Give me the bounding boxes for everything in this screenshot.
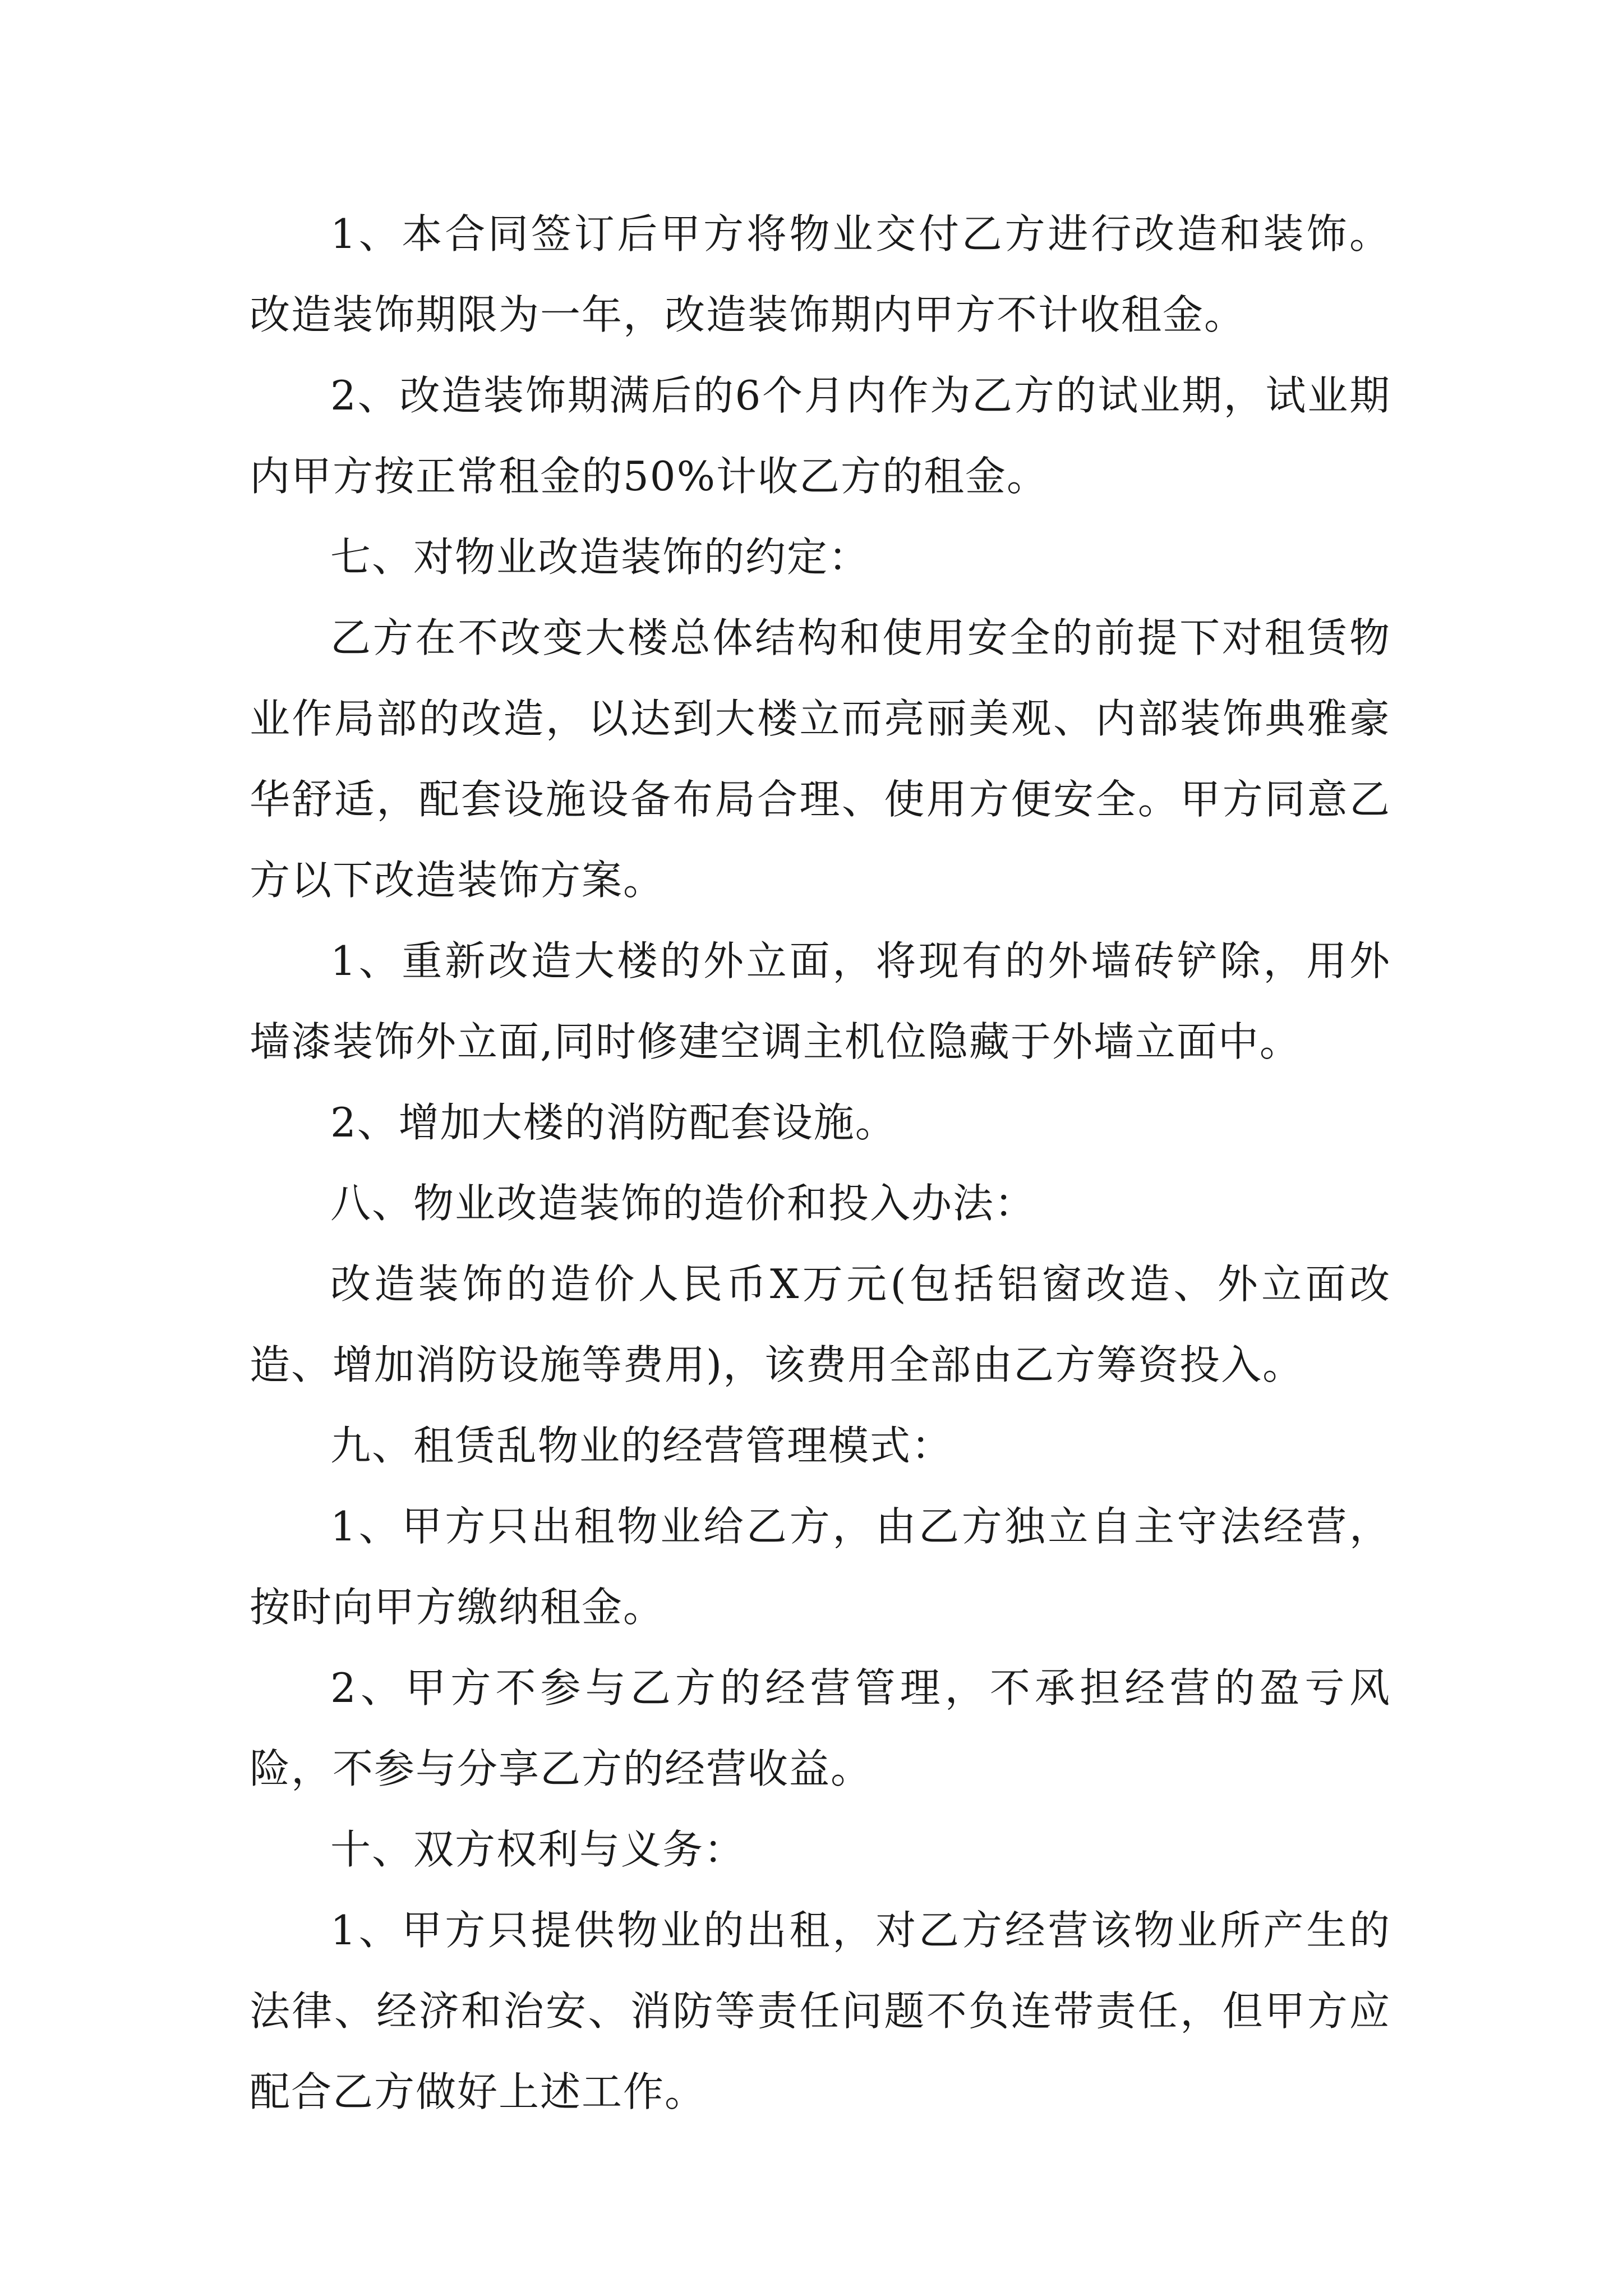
paragraph-5: 2、增加大楼的消防配套设施。: [330, 1099, 897, 1146]
paragraph-4: 1、重新改造大楼的外立面，将现有的外墙砖铲除，用外墙漆装饰外立面,同时修建空调主机位隐藏于外墙立面中。: [250, 937, 1391, 1065]
section-heading-8: 八、物业改造装饰的造价和投入办法：: [330, 1180, 1036, 1227]
paragraph-8: 2、甲方不参与乙方的经营管理，不承担经营的盈亏风险，不参与分享乙方的经营收益。: [250, 1664, 1391, 1792]
paragraph-3: 乙方在不改变大楼总体结构和使用安全的前提下对租赁物业作局部的改造，以达到大楼立而亮丽美观、内部装饰典雅豪华舒适，配套设施设备布局合理、使用方便安全。甲方同意乙方以下改造装饰方案。: [250, 614, 1391, 904]
paragraph-1: 1、本合同签订后甲方将物业交付乙方进行改造和装饰。改造装饰期限为一年，改造装饰期内甲方不计收租金。: [250, 210, 1391, 338]
paragraph-9: 1、甲方只提供物业的出租，对乙方经营该物业所产生的法律、经济和治安、消防等责任问题不负连带责任，但甲方应配合乙方做好上述工作。: [250, 1907, 1391, 2115]
paragraph-6: 改造装饰的造价人民币X万元(包括铝窗改造、外立面改造、增加消防设施等费用)，该费用全部由乙方筹资投入。: [250, 1260, 1391, 1388]
paragraph-2: 2、改造装饰期满后的6个月内作为乙方的试业期，试业期内甲方按正常租金的50%计收乙方的租金。: [250, 372, 1391, 500]
document-body: [250, 194, 1391, 2132]
section-heading-10: 十、双方权利与义务：: [330, 1826, 746, 1873]
paragraph-7: 1、甲方只出租物业给乙方，由乙方独立自主守法经营，按时向甲方缴纳租金。: [250, 1503, 1391, 1631]
section-heading-7: 七、对物业改造装饰的约定：: [330, 533, 870, 581]
section-heading-9: 九、租赁乱物业的经营管理模式：: [330, 1422, 953, 1469]
